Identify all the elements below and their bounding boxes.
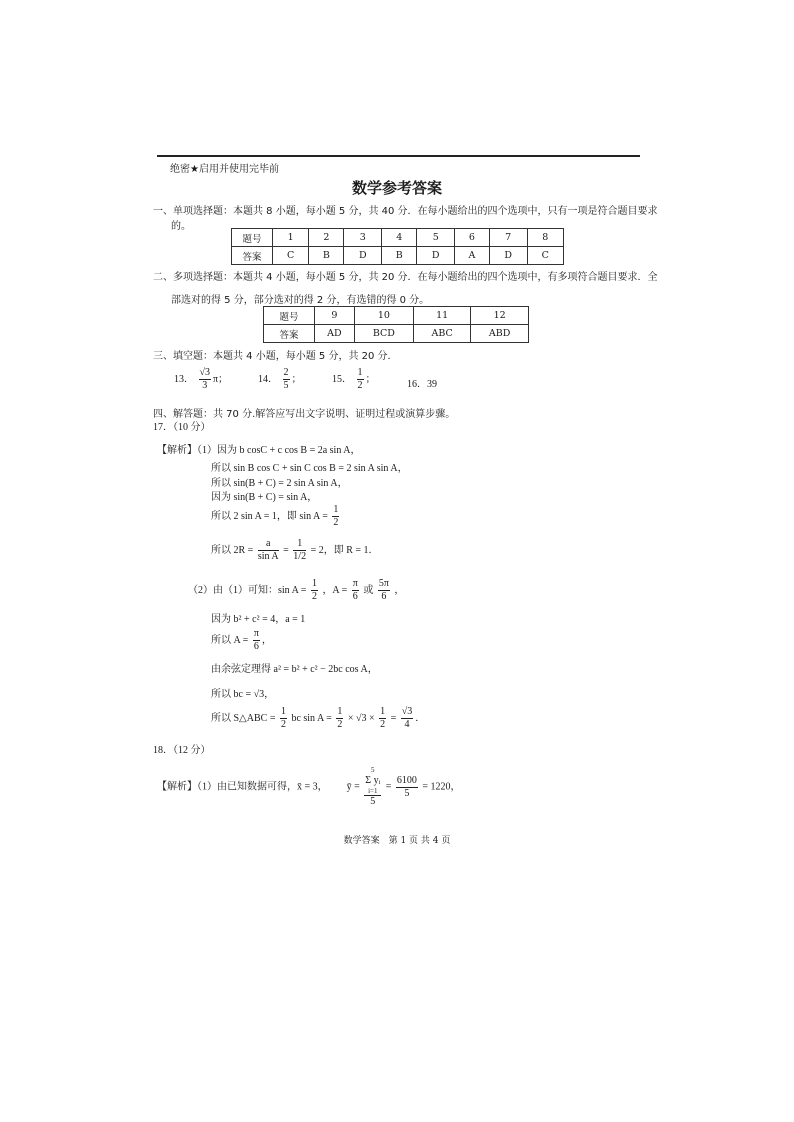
table-cell: D <box>344 247 382 265</box>
fraction-numerator: a <box>258 538 279 551</box>
fraction-denominator: 2 <box>280 719 286 730</box>
q18-heading: 18．（12 分） <box>153 745 211 756</box>
answer-13 <box>174 367 228 392</box>
answer-14-label: 14． <box>258 373 278 385</box>
fraction-numerator: 1 <box>293 538 306 551</box>
solution-text: 或 <box>363 584 374 596</box>
table-cell: BCD <box>354 325 413 343</box>
table-cell: B <box>382 247 417 265</box>
solution-text: 所以 S△ABC = <box>211 712 276 724</box>
answer-16: 16．39 <box>407 379 437 390</box>
answer-14-fraction <box>283 367 290 392</box>
table-header-cell: 题号 <box>264 307 315 325</box>
answer-14 <box>258 367 302 392</box>
table-cell: A <box>455 247 490 265</box>
table-cell: 3 <box>344 229 382 247</box>
fraction-denominator: 1/2 <box>293 551 307 562</box>
solution-text: 所以 2 sin A = 1，即 sin A = <box>211 510 328 522</box>
q17-line9 <box>211 628 272 653</box>
solution-text: 所以 2R = <box>211 544 254 556</box>
table-cell: C <box>273 247 309 265</box>
fraction-numerator: 1 <box>357 367 363 378</box>
q17-line6 <box>211 538 379 563</box>
fraction-numerator: 1 <box>380 706 386 717</box>
fraction <box>253 628 260 653</box>
table-row <box>264 325 529 343</box>
solution-text: × √3 × <box>347 712 375 724</box>
sum-expression: Σ yᵢ <box>365 775 381 786</box>
fraction-denominator: 2 <box>357 380 363 391</box>
section2-answer-table <box>263 306 529 343</box>
table-cell: 10 <box>354 307 413 325</box>
solution-text: ，A = <box>322 584 348 596</box>
fraction-denominator: 6 <box>381 591 387 602</box>
table-cell: 8 <box>527 229 563 247</box>
q17-line11: 所以 bc = √3， <box>211 689 275 700</box>
fraction <box>379 706 386 731</box>
table-cell: 5 <box>417 229 455 247</box>
fraction-numerator: 1 <box>311 578 317 589</box>
q17-line2: 所以 sin B cos C + sin C cos B = 2 sin A sin A， <box>211 463 408 474</box>
solution-text: （2）由（1）可知：sin A = <box>188 584 307 596</box>
fraction <box>336 706 343 731</box>
fraction-denominator: 5 <box>404 787 410 799</box>
header-rule <box>157 155 640 157</box>
q17-heading: 17．（10 分） <box>153 422 211 433</box>
table-cell: 1 <box>273 229 309 247</box>
solution-prefix: 【解析】（1） <box>157 445 217 456</box>
sum-upper-limit: 5 <box>371 766 375 774</box>
table-cell: AD <box>315 325 355 343</box>
table-cell: 6 <box>455 229 490 247</box>
table-cell: 12 <box>471 307 529 325</box>
fraction <box>352 578 359 603</box>
fraction-numerator: π <box>253 628 259 639</box>
answer-15-label: 15． <box>332 373 352 385</box>
q17-line8: 因为 b² + c² = 4，a = 1 <box>211 614 306 625</box>
fraction <box>258 538 279 563</box>
fraction-denominator: sin A <box>257 551 279 562</box>
section1-answer-table <box>231 228 564 265</box>
answer-15-fraction <box>357 367 364 392</box>
fraction-numerator: 1 <box>337 706 343 717</box>
fraction <box>311 578 318 603</box>
fraction-numerator: 1 <box>280 706 286 717</box>
table-header-cell: 答案 <box>264 325 315 343</box>
answer-13-fraction <box>199 367 212 392</box>
table-cell: ABD <box>471 325 529 343</box>
fraction-denominator: 6 <box>352 591 358 602</box>
solution-text: = 2，即 R = 1． <box>310 544 379 556</box>
table-cell: 9 <box>315 307 355 325</box>
solution-text: = <box>390 712 397 724</box>
q17-line5 <box>211 504 341 529</box>
fraction-denominator: 2 <box>337 719 343 730</box>
solution-text: = <box>385 781 392 793</box>
fraction <box>378 578 390 603</box>
section1-intro-line2: 的。 <box>171 221 191 232</box>
solution-text: ȳ = <box>346 781 360 793</box>
section2-intro-line2: 部选对的得 5 分，部分选对的得 2 分，有选错的得 0 分。 <box>171 295 430 306</box>
section4-intro: 四、解答题：共 70 分.解答应写出文字说明、证明过程或演算步骤。 <box>153 409 456 420</box>
answer-13-label: 13． <box>174 373 194 385</box>
page-footer: 数学答案 第 1 页 共 4 页 <box>343 836 451 846</box>
fraction-numerator: √3 <box>199 367 210 378</box>
solution-text: = <box>283 544 289 556</box>
q17-line12 <box>211 706 425 731</box>
solution-text: 因为 b cosC + c cos B = 2a sin A， <box>217 445 361 456</box>
fraction-numerator: 5π <box>378 578 389 589</box>
fraction-denominator: 3 <box>202 380 208 391</box>
fraction-denominator: 2 <box>333 517 339 528</box>
table-cell: B <box>309 247 344 265</box>
section2-intro-line1: 二、多项选择题：本题共 4 小题，每小题 5 分，共 20 分．在每小题给出的四个选项中，有多项符合题目要求．全 <box>153 272 658 283</box>
table-header-cell: 答案 <box>232 247 273 265</box>
table-cell: D <box>489 247 527 265</box>
fraction-denominator: 5 <box>370 796 376 807</box>
table-row <box>232 247 564 265</box>
section1-intro-line1: 一、单项选择题：本题共 8 小题，每小题 5 分，共 40 分．在每小题给出的四个选项中，只有一项是符合题目要求 <box>153 206 658 217</box>
fraction-denominator: 5 <box>283 380 289 391</box>
fraction-denominator: 4 <box>404 719 410 730</box>
table-row <box>232 229 564 247</box>
table-header-cell: 题号 <box>232 229 273 247</box>
fraction-denominator: 2 <box>380 719 386 730</box>
q17-line4: 因为 sin(B + C) = sin A， <box>211 492 318 503</box>
q17-line10: 由余弦定理得 a² = b² + c² − 2bc cos A， <box>211 664 378 675</box>
q17-line3: 所以 sin(B + C) = 2 sin A sin A， <box>211 478 348 489</box>
fraction-numerator: 6100 <box>396 774 417 786</box>
table-cell: 11 <box>413 307 470 325</box>
table-cell: 2 <box>309 229 344 247</box>
q18-line1 <box>157 766 461 808</box>
q17-part2-line <box>188 578 404 603</box>
solution-text: 由已知数据可得，x̄ = 3， <box>217 781 328 793</box>
answer-13-suffix: π； <box>213 373 229 385</box>
table-row <box>264 307 529 325</box>
answer-15-suffix: ； <box>365 373 376 385</box>
solution-text: ． <box>415 712 426 724</box>
solution-text: bc sin A = <box>291 712 332 724</box>
answer-14-suffix: ； <box>291 373 302 385</box>
solution-text: ， <box>261 634 272 646</box>
solution-text: ， <box>394 584 405 596</box>
fraction-denominator: 2 <box>311 591 317 602</box>
summation-fraction <box>364 766 381 808</box>
table-cell: ABC <box>413 325 470 343</box>
table-cell: D <box>417 247 455 265</box>
fraction <box>401 706 414 731</box>
sum-lower-limit: i=1 <box>368 787 378 795</box>
fraction-denominator: 6 <box>253 641 259 652</box>
fraction-numerator: π <box>352 578 358 589</box>
fraction-numerator <box>364 766 381 796</box>
fraction-numerator: √3 <box>401 706 413 717</box>
table-cell: 4 <box>382 229 417 247</box>
confidential-label: 绝密★启用并使用完毕前 <box>170 164 279 175</box>
table-cell: 7 <box>489 229 527 247</box>
fraction-numerator: 1 <box>333 504 339 515</box>
answer-15 <box>332 367 376 392</box>
fraction-numerator: 2 <box>283 367 289 378</box>
fraction <box>293 538 306 563</box>
q17-line1 <box>157 441 361 456</box>
page-title: 数学参考答案 <box>351 179 442 197</box>
fraction <box>332 504 339 529</box>
solution-text: 所以 A = <box>211 634 249 646</box>
fraction <box>396 775 418 800</box>
solution-prefix: 【解析】（1） <box>157 781 217 793</box>
solution-text: = 1220， <box>422 781 461 793</box>
section3-intro: 三、填空题：本题共 4 小题，每小题 5 分，共 20 分． <box>153 351 398 362</box>
table-cell: C <box>527 247 563 265</box>
fraction <box>280 706 287 731</box>
